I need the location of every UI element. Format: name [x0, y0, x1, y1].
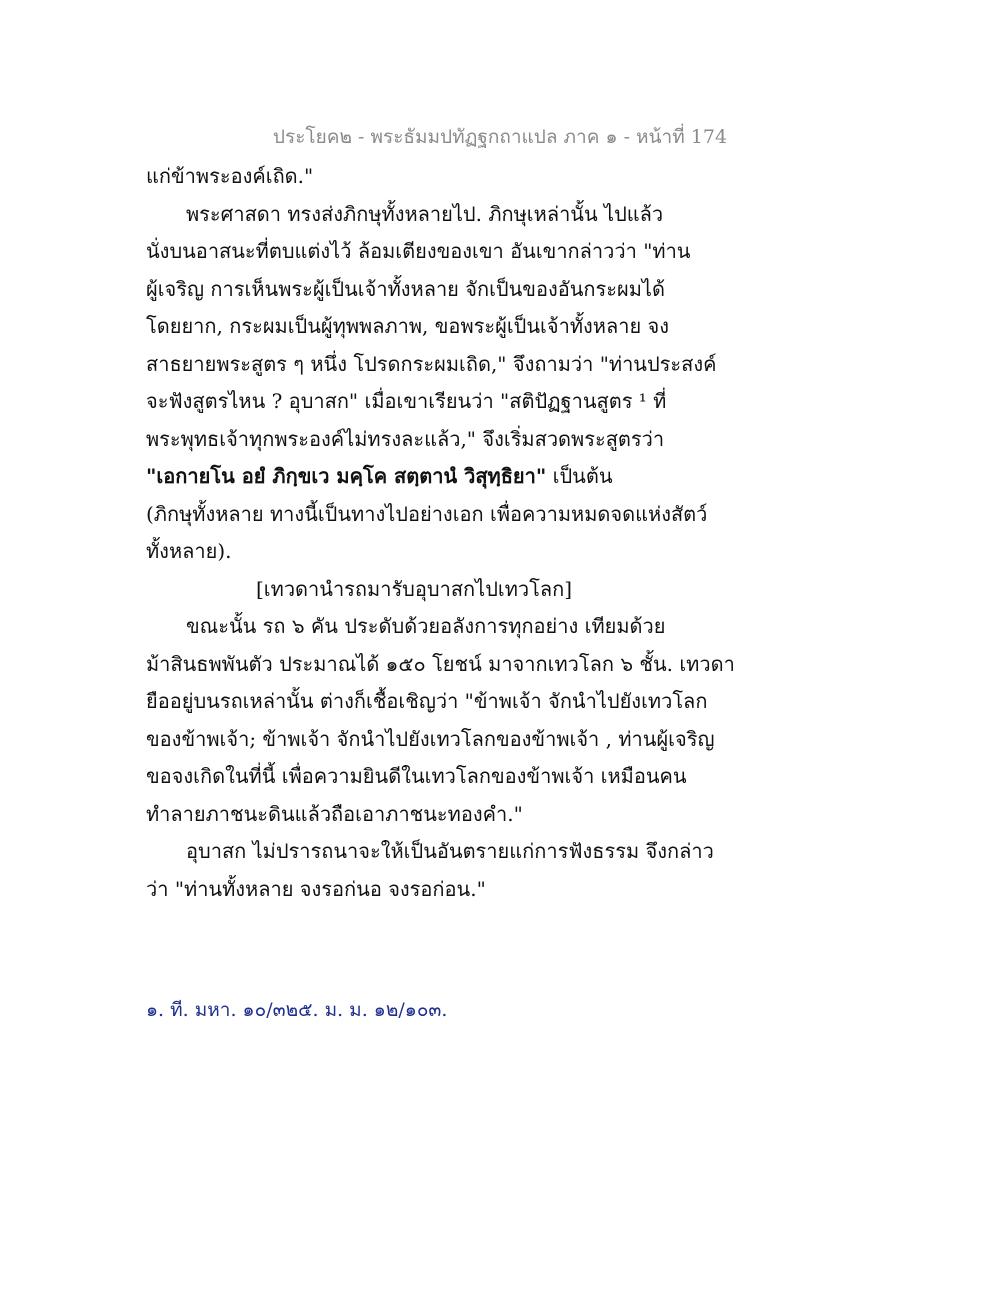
page-header — [0, 122, 1000, 152]
body-text — [146, 158, 746, 908]
pali-line — [146, 458, 746, 496]
text-line: สาธยายพระสูตร ๆ หนึ่ง โปรดกระผมเถิด," จึงถามว่า "ท่านประสงค์ — [146, 351, 717, 376]
text-line: (ภิกษุทั้งหลาย ทางนี้เป็นทางไปอย่างเอก เพื่อความหมดจดแห่งสัตว์ — [146, 501, 708, 526]
text-line: ผู้เจริญ การเห็นพระผู้เป็นเจ้าทั้งหลาย จักเป็นของอันกระผมได้ — [146, 276, 665, 301]
text-line: โดยยาก, กระผมเป็นผู้ทุพพลภาพ, ขอพระผู้เป็นเจ้าทั้งหลาย จง — [146, 314, 669, 338]
text-line: อุบาสก ไม่ปรารถนาจะให้เป็นอันตรายแก่การฟังธรรม จึงกล่าว — [186, 839, 714, 863]
text-line: แก่ข้าพระองค์เถิด." — [146, 164, 314, 188]
text-line: ว่า "ท่านทั้งหลาย จงรอก่นอ จงรอก่อน." — [146, 876, 486, 901]
pali-quote: "เอกายโน อยํ ภิกฺขเว มคฺโค สตฺตานํ วิสุทฺธิยา" — [146, 464, 547, 488]
text-line: จะฟังสูตรไหน ? อุบาสก" เมื่อเขาเรียนว่า "สติปัฏฐานสูตร ¹ ที่ — [146, 389, 667, 413]
text-line: ม้าสินธพพันตัว ประมาณได้ ๑๕๐ โยชน์ มาจากเทวโลก ๖ ชั้น. เทวดา — [146, 651, 735, 676]
section-heading: [เทวดานำรถมารับอุบาสกไปเทวโลก] — [256, 576, 573, 601]
text-line: ของข้าพเจ้า; ข้าพเจ้า จักนำไปยังเทวโลกของข้าพเจ้า , ท่านผู้เจริญ — [146, 726, 715, 751]
text-line: นั่งบนอาสนะที่ตบแต่งไว้ ล้อมเตียงของเขา อันเขากล่าวว่า "ท่าน — [146, 239, 691, 263]
pali-suffix: เป็นต้น — [546, 464, 613, 488]
footnote-text: ๑. ที. มหา. ๑๐/๓๒๕. ม. ม. ๑๒/๑๐๓. — [146, 999, 448, 1021]
page-header-text: ประโยค๒ - พระธัมมปทัฏฐกถาแปล ภาค ๑ - หน้าที่ 174 — [272, 126, 728, 148]
text-line: ทั้งหลาย). — [146, 539, 232, 563]
text-line: ยืออยู่บนรถเหล่านั้น ต่างก็เชื้อเชิญว่า "ข้าพเจ้า จักนำไปยังเทวโลก — [146, 689, 708, 713]
text-line: พระศาสดา ทรงส่งภิกษุทั้งหลายไป. ภิกษุเหล่านั้น ไปแล้ว — [186, 201, 664, 226]
footnote — [146, 995, 447, 1025]
text-line: ขณะนั้น รถ ๖ คัน ประดับด้วยอลังการทุกอย่าง เทียมด้วย — [186, 614, 666, 638]
text-line: ทำลายภาชนะดินแล้วถือเอาภาชนะทองคำ." — [146, 801, 523, 826]
text-line: พระพุทธเจ้าทุกพระองค์ไม่ทรงละแล้ว," จึงเริ่มสวดพระสูตรว่า — [146, 426, 665, 451]
text-line: ขอจงเกิดในที่นี้ เพื่อความยินดีในเทวโลกของข้าพเจ้า เหมือนคน — [146, 764, 687, 788]
